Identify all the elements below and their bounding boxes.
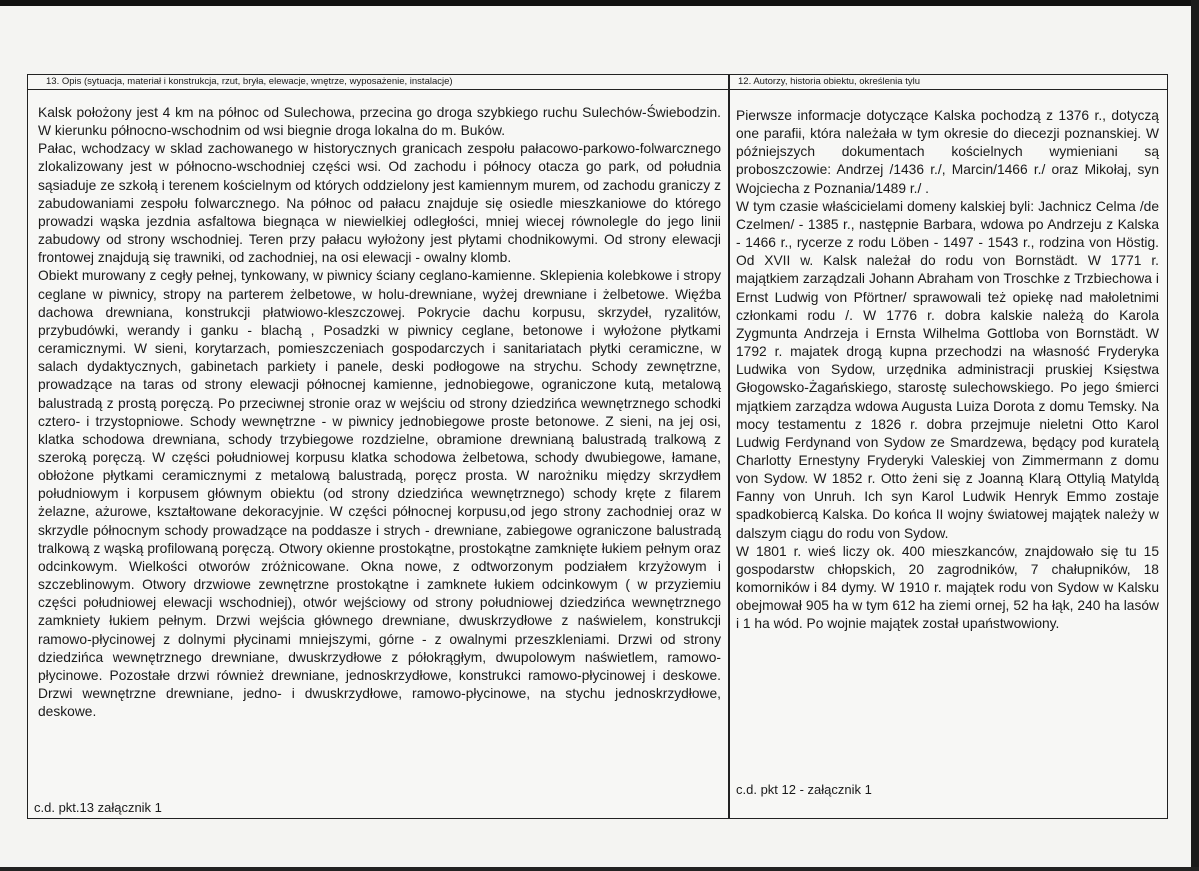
scan-bottom-edge bbox=[0, 867, 1199, 871]
description-continuation-note: c.d. pkt.13 załącznik 1 bbox=[34, 800, 162, 815]
scan-top-edge bbox=[0, 0, 1199, 6]
history-header: 12. Autorzy, historia obiektu, określenia tylu bbox=[730, 75, 1167, 90]
description-text: Kalsk położony jest 4 km na północ od Sulechowa, przecina go droga szybkiego ruchu Sulechów-Świebodzin. W kierunku północno-wschodnim od wsi biegnie droga lokalna do m. Buków. Pałac, wchodzacy w sklad zachowanego w historycznych granicach zespołu pałacowo-parkowo-folwarcznego zlokalizowany jest w północno-wschodniej części wsi. Od zachodu i północy otacza go park, od południa sąsiaduje ze szkołą i terenem kościelnym od których oddzielony jest kamiennym murem, od zachodu graniczy z zabudowaniami zespołu folwarcznego. Na północ od pałacu znajduje się osiedle mieszkaniowe do którego prowadzi wąska jezdnia asfaltowa biegnąca w niewielkiej odległości, mniej wiecej równolegle do jego linii zabudowy od strony wschodniej. Teren przy pałacu wyłożony jest płytami chodnikowymi. Od strony elewacji frontowej znajdują się trawniki, od zachodniej, na osi elewacji - owalny klomb. Obiekt murowany z cegły pełnej, tynkowany, w piwnicy ściany ceglano-kamienne. Sklepienia kolebkowe i stropy ceglane w piwnicy, stropy na parterem żelbetowe, w holu-drewniane, wyżej drewniane i żelbetowe. Więźba dachowa drewniana, konstrukcji płatwiowo-kleszczowej. Pokrycie dachu korpusu, skrzydeł, ryzalitów, przybudówki, werandy i ganku - blachą , Posadzki w piwnicy ceglane, betonowe i wyłożone płytkami ceramicznymi. W sieni, korytarzach, pomieszczeniach gospodarczych i sanitariatach płytki ceramiczne, w salach dydaktycznych, gabinetach parkiety i panele, deski podłogowe na strychu. Schody zewnętrzne, prowadzące na taras od strony elewacji północnej kamienne, jednobiegowe, ograniczone kutą, metalową balustradą z prostą poręczą. Po przeciwnej stronie oraz w wejściu od strony dziedzińca wewnętrznego schodki cztero- i trzystopniowe. Schody wewnętrzne - w piwnicy jednobiegowe proste betonowe. Z sieni, na jej osi, klatka schodowa drewniana, schody trzybiegowe rozdzielne, obramione drewnianą balustradą tralkową z szeroką poręczą. W części południowej korpusu klatka schodowa żelbetowa, schody dwubiegowe, łamane, obłożone płytkami ceramicznymi z metalową balustradą, poręcz prosta. W narożniku między skrzydłem południowym i korpusem głównym obiektu (od strony dziedzińca wewnętrznego) schody kręte z filarem żelazne, ażurowe, kształtowane dekoracyjnie. W części północnej korpusu,od jego strony zachodniej oraz w skrzydle północnym schody prowadzące na poddasze i strych - drewniane, zabiegowe ograniczone balustradą tralkową z wąską profilowaną poręczą. Otwory okienne prostokątne, prostokątne zamknięte łukiem pełnym oraz odcinkowym. Wielkości otworów zróżnicowane. Okna nowe, z odtworzonym podziałem krzyżowym i szczeblinowym. Otwory drzwiowe zewnętrzne prostokątne i zamknete łukiem odcinkowym ( w przyziemiu części południowej elewacji wschodniej), otwór wejściowy od strony południowej dziedzińca wewnętrznego zamkniety łukiem pełnym. Drzwi wejścia głównego drewniane, dwuskrzydłowe z naświelem, konstrukcji ramowo-płycinowej z dolnymi płycinami mniejszymi, górne - z owalnymi przeszkleniami. Drzwi od strony dziedzińca wewnętrznego drewniane, dwuskrzydłowe z półokrągłym, dwupolowym naświetlem, ramowo-płycinowe. Pozostałe drzwi również drewniane, jednoskrzydłowe, konstrukci ramowo-płycinowej i deskowe. Drzwi wewnętrzne drewniane, jedno- i dwuskrzydłowe, ramowo-płycinowe, na stychu jednoskrzydłowe, deskowe. bbox=[38, 105, 721, 720]
history-continuation-note: c.d. pkt 12 - załącznik 1 bbox=[736, 782, 872, 797]
form-table bbox=[27, 74, 1168, 819]
description-header: 13. Opis (sytuacja, materiał i konstrukcja, rzut, bryła, elewacje, wnętrze, wyposażenie, instalacje) bbox=[28, 75, 728, 90]
scan-right-edge bbox=[1191, 0, 1199, 871]
history-text: Pierwsze informacje dotyczące Kalska pochodzą z 1376 r., dotyczą one parafii, która należała w tym okresie do diecezji poznanskiej. W późniejszych dokumentach kościelnych wymieniani są proboszczowie: Andrzej /1436 r./, Marcin/1466 r./ oraz Mikołaj, syn Wojciecha z Poznania/1489 r./ . W tym czasie właścicielami domeny kalskiej byli: Jachnicz Celma /de Czelmen/ - 1385 r., następnie Barbara, wdowa po Andrzeju z Kalska - 1466 r., rycerze z rodu Löben - 1497 - 1543 r., rodzina von Höstig. Od XVII w. Kalsk należał do rodu von Bornstädt. W 1771 r. majątkiem zarządzali Johann Abraham von Troschke z Trzbiechowa i Ernst Ludwig von Pförtner/ sprawowali też opiekę nad małoletnimi członkami rodu /. W 1776 r. dobra kalskie należą do Karola Zygmunta Andrzeja i Ernsta Wilhelma Gottloba von Bornstädt. W 1792 r. majatek drogą kupna przechodzi na własność Fryderyka Ludwika von Sydow, urzędnika administracji pruskiej Księstwa Głogowsko-Żagańskiego, starostę sulechowskiego. Po jego śmierci mjątkiem zarządza wdowa Augusta Luiza Dorota z domu Temsky. Na mocy testamentu z 1826 r. dobra przejmuje nieletni Otto Karol Ludwig Ferdynand von Sydow ze Smardzewa, będący pod kuratelą Charlotty Ernestyny Fryderyki Valeskiej von Zimmermann z domu von Sydow. W 1852 r. Otto żeni się z Joanną Klarą Ottylią Matyldą Fanny von Unruh. Ich syn Karol Ludwik Henryk Emmo zostaje spadkobiercą Kalska. Do końca II wojny światowej majątek należy w dalszym ciągu do rodu von Sydow. W 1801 r. wieś liczy ok. 400 mieszkanców, znajdowało się tu 15 gospodarstw chłopskich, 20 zagrodników, 7 chałupników, 18 komorników i 84 dymy. W 1910 r. majątek rodu von Sydow w Kalsku obejmował 905 ha w tym 612 ha ziemi ornej, 52 ha łąk, 240 ha lasów i 1 ha wód. Po wojnie majątek został upaństwowiony. bbox=[736, 108, 1159, 632]
description-column bbox=[28, 75, 728, 818]
history-column bbox=[730, 75, 1167, 818]
